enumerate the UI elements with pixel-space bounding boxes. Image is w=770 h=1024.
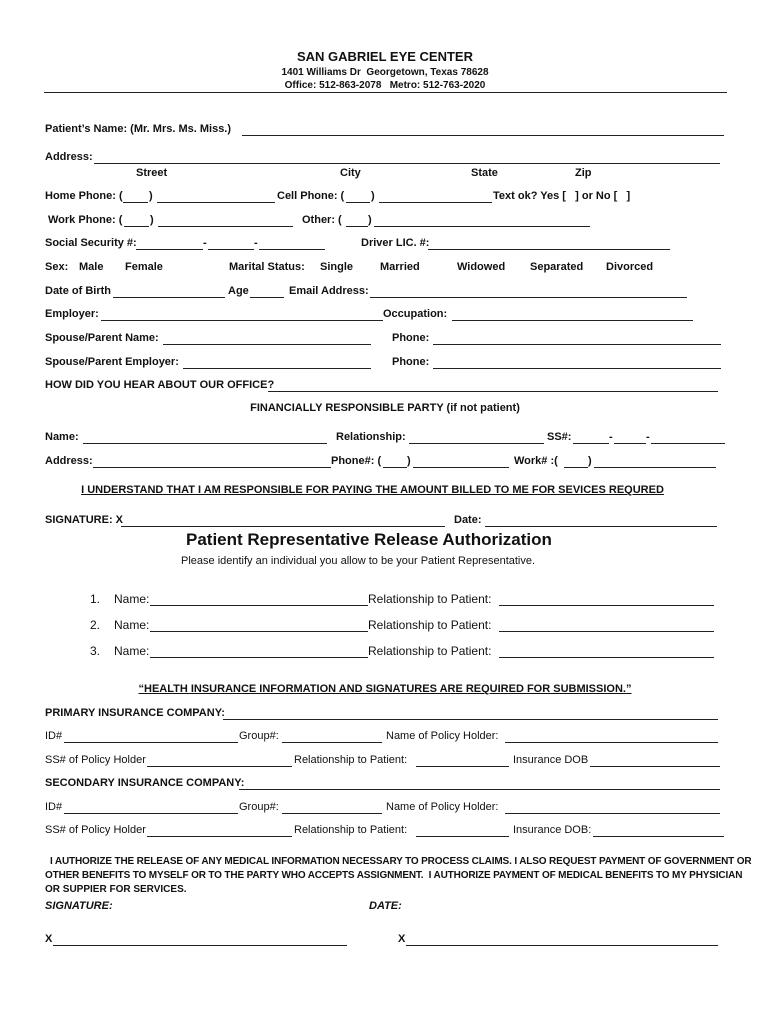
cell-phone-label: Cell Phone: ( xyxy=(277,190,345,202)
responsible-phone-field[interactable] xyxy=(413,467,509,468)
primary-dob-label: Insurance DOB xyxy=(513,754,589,766)
responsible-work-label: Work# :( xyxy=(514,455,558,467)
clinic-title: SAN GABRIEL EYE CENTER xyxy=(296,49,473,64)
marital-single-option[interactable]: Single xyxy=(320,261,354,273)
rep-2-name-field[interactable] xyxy=(150,631,368,632)
state-label: State xyxy=(471,167,498,179)
marital-married-option[interactable]: Married xyxy=(380,261,420,273)
release-subtitle: Please identify an individual you allow to be your Patient Representative. xyxy=(181,555,536,567)
spouse-employer-phone-field[interactable] xyxy=(433,368,721,369)
primary-id-label: ID# xyxy=(45,730,63,742)
rep-1-relationship-field[interactable] xyxy=(499,605,714,606)
home-phone-label: Home Phone: ( xyxy=(45,190,123,202)
patient-address-label: Address: xyxy=(45,151,93,163)
authorization-line-1: I AUTHORIZE THE RELEASE OF ANY MEDICAL INFORMATION NECESSARY TO PROCESS CLAIMS. I ALSO REQUEST PAYMENT OF GOVERNMENT OR xyxy=(50,856,752,867)
driver-lic-field[interactable] xyxy=(428,249,670,250)
ssn-part1-field[interactable] xyxy=(136,249,203,250)
occupation-field[interactable] xyxy=(452,320,693,321)
signature-date-field[interactable] xyxy=(485,526,717,527)
responsible-name-label: Name: xyxy=(45,431,79,443)
final-date-field[interactable] xyxy=(406,945,718,946)
secondary-holder-label: Name of Policy Holder: xyxy=(386,801,499,813)
clinic-phones: Office: 512-863-2078 Metro: 512-763-2020 xyxy=(284,80,486,91)
other-phone-label: Other: ( xyxy=(302,214,342,226)
primary-relationship-field[interactable] xyxy=(416,766,509,767)
primary-insurance-field[interactable] xyxy=(223,719,718,720)
sex-male-option[interactable]: Male xyxy=(79,261,104,273)
rep-3-name-label: Name: xyxy=(114,644,150,658)
header-rule xyxy=(44,92,727,93)
rep-1-name-label: Name: xyxy=(114,592,150,606)
rep-1-name-field[interactable] xyxy=(150,605,368,606)
employer-field[interactable] xyxy=(101,320,383,321)
release-title: Patient Representative Release Authorization xyxy=(186,530,552,549)
final-signature-field[interactable] xyxy=(53,945,347,946)
ssn-part2-field[interactable] xyxy=(208,249,254,250)
zip-label: Zip xyxy=(575,167,592,179)
employer-label: Employer: xyxy=(45,308,99,320)
text-ok-label[interactable]: Text ok? Yes [ ] or No [ ] xyxy=(493,190,631,202)
occupation-label: Occupation: xyxy=(383,308,448,320)
responsible-address-field[interactable] xyxy=(93,467,331,468)
responsible-ss-dash-2: - xyxy=(646,431,650,443)
primary-group-field[interactable] xyxy=(282,742,382,743)
work-phone-area-field[interactable] xyxy=(124,226,149,227)
responsible-phone-label: Phone#: ( xyxy=(331,455,382,467)
responsibility-statement: I UNDERSTAND THAT I AM RESPONSIBLE FOR PAYING THE AMOUNT BILLED TO ME FOR SEVICES REQURED xyxy=(81,484,664,496)
marital-widowed-option[interactable]: Widowed xyxy=(457,261,506,273)
final-date-x: X xyxy=(398,933,406,945)
ssn-part3-field[interactable] xyxy=(259,249,325,250)
age-field[interactable] xyxy=(250,297,284,298)
responsible-party-heading: FINANCIALLY RESPONSIBLE PARTY (if not patient) xyxy=(250,402,520,414)
rep-2-relationship-field[interactable] xyxy=(499,631,714,632)
secondary-insurance-field[interactable] xyxy=(239,789,720,790)
secondary-holder-field[interactable] xyxy=(505,813,720,814)
primary-group-label: Group#: xyxy=(239,730,279,742)
primary-relationship-label: Relationship to Patient: xyxy=(294,754,408,766)
dob-field[interactable] xyxy=(113,297,225,298)
responsible-ss-label: SS#: xyxy=(547,431,572,443)
ssn-dash-1: - xyxy=(203,237,207,249)
other-phone-area-field[interactable] xyxy=(346,226,368,227)
signature-label: SIGNATURE: X xyxy=(45,514,124,526)
secondary-dob-field[interactable] xyxy=(593,836,724,837)
spouse-name-label: Spouse/Parent Name: xyxy=(45,332,159,344)
final-date-label: DATE: xyxy=(369,900,402,912)
email-label: Email Address: xyxy=(289,285,369,297)
rep-3-name-field[interactable] xyxy=(150,657,368,658)
rep-3-number: 3. xyxy=(90,644,101,658)
responsible-ss-part3-field[interactable] xyxy=(651,443,725,444)
responsible-phone-close: ) xyxy=(407,455,411,467)
city-label: City xyxy=(340,167,361,179)
primary-dob-field[interactable] xyxy=(590,766,720,767)
street-label: Street xyxy=(136,167,168,179)
email-field[interactable] xyxy=(370,297,687,298)
secondary-dob-label: Insurance DOB: xyxy=(513,824,592,836)
responsible-work-field[interactable] xyxy=(594,467,716,468)
work-phone-field[interactable] xyxy=(158,226,293,227)
marital-divorced-option[interactable]: Divorced xyxy=(606,261,654,273)
ssn-label: Social Security #: xyxy=(45,237,137,249)
other-phone-close: ) xyxy=(368,214,372,226)
rep-3-relationship-label: Relationship to Patient: xyxy=(368,644,492,658)
authorization-line-3: OR SUPPIER FOR SERVICES. xyxy=(45,884,187,895)
hear-about-field[interactable] xyxy=(268,391,718,392)
responsible-ss-dash-1: - xyxy=(609,431,613,443)
rep-1-number: 1. xyxy=(90,592,101,606)
rep-2-number: 2. xyxy=(90,618,101,632)
secondary-insurance-label: SECONDARY INSURANCE COMPANY: xyxy=(45,777,245,789)
secondary-id-field[interactable] xyxy=(64,813,238,814)
hear-about-label: HOW DID YOU HEAR ABOUT OUR OFFICE? xyxy=(45,379,275,391)
primary-insurance-label: PRIMARY INSURANCE COMPANY: xyxy=(45,707,225,719)
primary-ss-holder-field[interactable] xyxy=(147,766,292,767)
cell-phone-area-field[interactable] xyxy=(346,202,370,203)
secondary-relationship-label: Relationship to Patient: xyxy=(294,824,408,836)
final-signature-label: SIGNATURE: xyxy=(45,900,113,912)
driver-lic-label: Driver LIC. #: xyxy=(361,237,430,249)
responsible-ss-part1-field[interactable] xyxy=(573,443,609,444)
responsible-work-close: ) xyxy=(588,455,592,467)
ssn-dash-2: - xyxy=(254,237,258,249)
primary-holder-label: Name of Policy Holder: xyxy=(386,730,499,742)
secondary-ss-holder-field[interactable] xyxy=(147,836,292,837)
final-signature-x: X xyxy=(45,933,53,945)
primary-id-field[interactable] xyxy=(64,742,238,743)
primary-ss-holder-label: SS# of Policy Holder xyxy=(45,754,146,766)
home-phone-close: ) xyxy=(149,190,153,202)
patient-name-label: Patient’s Name: (Mr. Mrs. Ms. Miss.) xyxy=(45,123,232,135)
clinic-address: 1401 Williams Dr Georgetown, Texas 78628 xyxy=(281,67,489,78)
sex-female-option[interactable]: Female xyxy=(125,261,163,273)
secondary-id-label: ID# xyxy=(45,801,63,813)
rep-2-relationship-label: Relationship to Patient: xyxy=(368,618,492,632)
patient-address-field[interactable] xyxy=(94,163,720,164)
secondary-relationship-field[interactable] xyxy=(416,836,509,837)
marital-status-label: Marital Status: xyxy=(229,261,305,273)
patient-name-field[interactable] xyxy=(242,135,724,136)
marital-separated-option[interactable]: Separated xyxy=(530,261,584,273)
work-phone-label: Work Phone: ( xyxy=(48,214,123,226)
responsible-address-label: Address: xyxy=(45,455,93,467)
responsible-ss-part2-field[interactable] xyxy=(614,443,646,444)
other-phone-field[interactable] xyxy=(374,226,590,227)
sex-label: Sex: xyxy=(45,261,69,273)
responsible-name-field[interactable] xyxy=(83,443,327,444)
responsible-relationship-label: Relationship: xyxy=(336,431,406,443)
cell-phone-close: ) xyxy=(371,190,375,202)
primary-holder-field[interactable] xyxy=(505,742,718,743)
rep-3-relationship-field[interactable] xyxy=(499,657,714,658)
responsible-work-area-field[interactable] xyxy=(564,467,588,468)
responsible-relationship-field[interactable] xyxy=(409,443,544,444)
spouse-employer-field[interactable] xyxy=(183,368,371,369)
spouse-employer-label: Spouse/Parent Employer: xyxy=(45,356,179,368)
spouse-phone-field[interactable] xyxy=(433,344,721,345)
secondary-ss-holder-label: SS# of Policy Holder xyxy=(45,824,146,836)
responsible-phone-area-field[interactable] xyxy=(383,467,407,468)
work-phone-close: ) xyxy=(150,214,154,226)
rep-1-relationship-label: Relationship to Patient: xyxy=(368,592,492,606)
spouse-name-field[interactable] xyxy=(163,344,371,345)
home-phone-field[interactable] xyxy=(157,202,275,203)
spouse-employer-phone-label: Phone: xyxy=(392,356,430,368)
home-phone-area-field[interactable] xyxy=(123,202,148,203)
age-label: Age xyxy=(228,285,249,297)
authorization-line-2: OTHER BENEFITS TO MYSELF OR TO THE PARTY WHO ACCEPTS ASSIGNMENT. I AUTHORIZE PAYMENT OF MEDICAL BENEFITS TO MY PHYSICIAN xyxy=(45,870,743,881)
secondary-group-field[interactable] xyxy=(282,813,382,814)
rep-2-name-label: Name: xyxy=(114,618,150,632)
insurance-notice: “HEALTH INSURANCE INFORMATION AND SIGNATURES ARE REQUIRED FOR SUBMISSION.” xyxy=(138,683,632,695)
signature-field[interactable] xyxy=(121,526,445,527)
signature-date-label: Date: xyxy=(454,514,482,526)
secondary-group-label: Group#: xyxy=(239,801,279,813)
spouse-phone-label: Phone: xyxy=(392,332,430,344)
cell-phone-field[interactable] xyxy=(379,202,492,203)
dob-label: Date of Birth xyxy=(45,285,111,297)
